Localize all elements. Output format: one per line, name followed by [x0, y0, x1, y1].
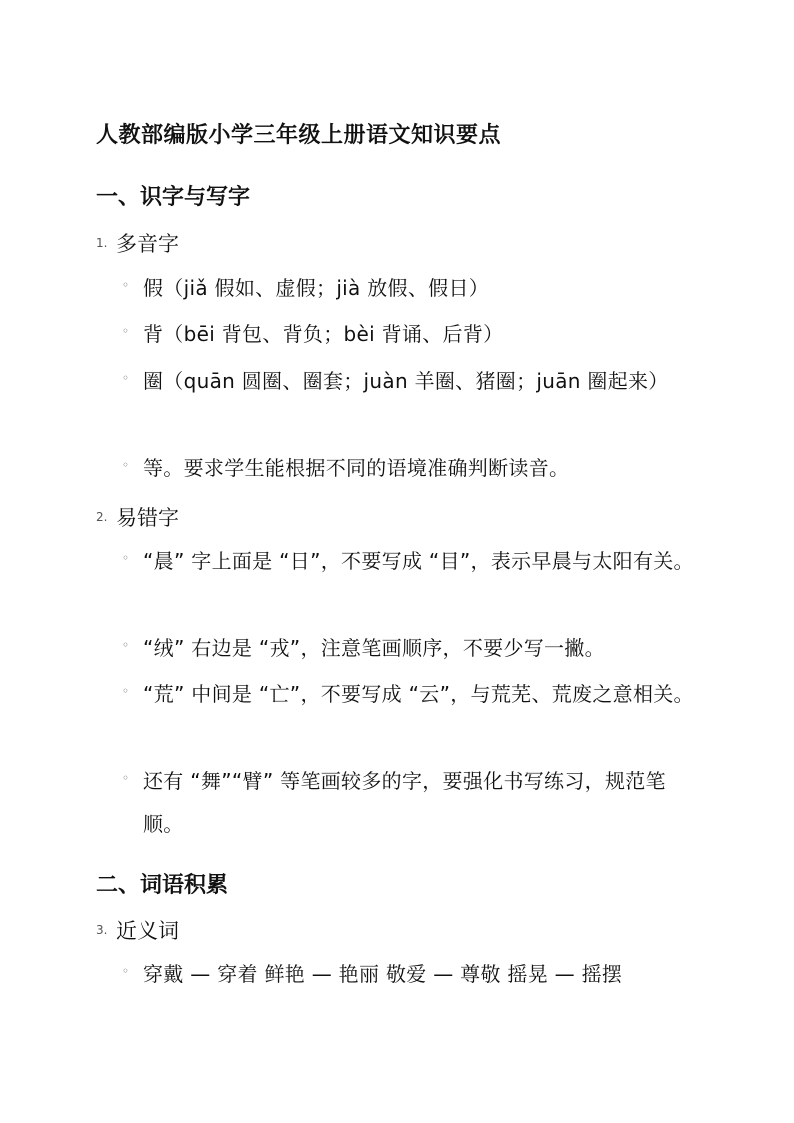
numbered-item-label: 近义词: [116, 919, 179, 943]
list-item-text: “荒” 中间是 “亡”，不要写成 “云”，与荒芜、荒废之意相关。: [143, 682, 694, 706]
list-item: [122, 627, 702, 670]
bullet-icon: ◦: [122, 278, 130, 292]
bullet-icon: ◦: [122, 371, 130, 385]
list-item: [122, 760, 702, 846]
list-number: 2.: [96, 510, 108, 524]
bullet-icon: ◦: [122, 684, 130, 698]
bullet-icon: ◦: [122, 771, 130, 785]
list-item-text: 等。要求学生能根据不同的语境准确判断读音。: [143, 456, 570, 480]
bullet-icon: ◦: [122, 324, 130, 338]
numbered-item-label: 易错字: [116, 506, 179, 530]
list-item: [122, 540, 702, 583]
section-heading-literacy: 一、识字与写字: [96, 185, 251, 210]
list-item: [122, 267, 702, 310]
list-item-text: 圈（quān 圆圈、圈套；juàn 羊圈、猪圈；juān 圈起来）: [143, 369, 669, 393]
list-number: 3.: [96, 923, 108, 937]
bullet-icon: ◦: [122, 964, 130, 978]
list-item: [122, 360, 702, 403]
list-item-text: “绒” 右边是 “戎”，注意笔画顺序，不要少写一撇。: [143, 636, 605, 660]
numbered-item-polyphonic: [96, 228, 179, 258]
list-number: 1.: [96, 236, 108, 250]
list-item-text: “晨” 字上面是 “日”，不要写成 “目”，表示早晨与太阳有关。: [143, 549, 694, 573]
numbered-item-label: 多音字: [116, 232, 179, 256]
list-item-text: 穿戴 — 穿着 鲜艳 — 艳丽 敬爱 — 尊敬 摇晃 — 摇摆: [143, 962, 623, 986]
bullet-icon: ◦: [122, 638, 130, 652]
list-item-text: 还有 “舞”“臂” 等笔画较多的字，要强化书写练习，规范笔顺。: [143, 769, 666, 836]
list-item: [122, 447, 702, 490]
list-item: [122, 673, 702, 716]
list-item: [122, 313, 702, 356]
numbered-item-typo-prone: [96, 502, 179, 532]
section-heading-vocabulary: 二、词语积累: [96, 873, 229, 898]
list-item: [122, 953, 702, 996]
document-title: 人教部编版小学三年级上册语文知识要点: [96, 123, 502, 148]
list-item-text: 假（jiǎ 假如、虚假；jià 放假、假日）: [143, 276, 490, 300]
numbered-item-synonyms: [96, 915, 179, 945]
list-item-text: 背（bēi 背包、背负；bèi 背诵、后背）: [143, 322, 504, 346]
bullet-icon: ◦: [122, 458, 130, 472]
bullet-icon: ◦: [122, 551, 130, 565]
